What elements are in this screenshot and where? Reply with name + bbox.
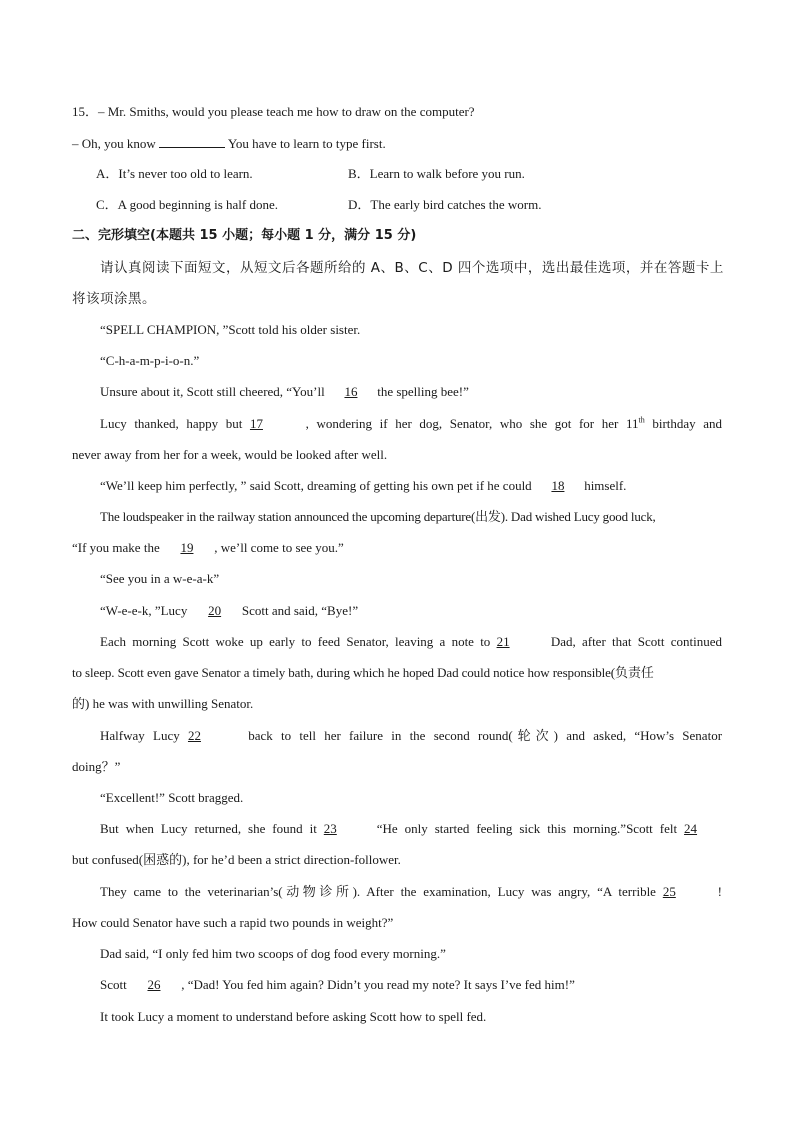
passage-text: Unsure about it, Scott still cheered, “You’ll [100,384,325,399]
passage-text: , we’ll come to see you.” [214,540,344,555]
passage-line: but confused(困惑的), for he’d been a strict direction-follower. [72,852,401,867]
ordinal-suffix: th [638,415,645,425]
blank-25: 25 [662,884,676,899]
option-b: B．Learn to walk before you run. [348,166,525,181]
passage-text: But when Lucy returned, she found it [100,821,317,836]
passage-text: the spelling bee!” [377,384,469,399]
passage-line [100,603,722,619]
passage-line [100,728,722,744]
passage-line: “C-h-a-m-p-i-o-n.” [100,353,200,368]
blank-22: 22 [187,728,201,743]
passage-text: back to tell her failure in the second round(轮次) and asked, “How’s Senator [248,728,723,743]
passage-text: himself. [584,478,627,493]
passage-text: Halfway Lucy [100,728,180,743]
section-heading: 二、完形填空(本题共 15 小题；每小题 1 分，满分 15 分) [72,228,417,243]
blank-26: 26 [147,977,161,992]
passage-line: The loudspeaker in the railway station announced the upcoming departure(出发). Dad wished Lucy good luck, [100,509,656,524]
passage-line: to sleep. Scott even gave Senator a timely bath, during which he hoped Dad could notice how responsible(负责任 [72,665,654,680]
passage-text: birthday and [652,416,723,431]
passage-text: “We’ll keep him perfectly, ” said Scott, dreaming of getting his own pet if he could [100,478,532,493]
passage-line: How could Senator have such a rapid two pounds in weight?” [72,915,394,930]
passage-line: 的) he was with unwilling Senator. [72,696,254,711]
blank-20: 20 [208,603,222,618]
passage-text: ! [717,884,723,899]
option-d: D．The early bird catches the worm. [348,197,542,212]
passage-line: “Excellent!” Scott bragged. [100,790,244,805]
instruction-line-1: 请认真阅读下面短文，从短文后各题所给的 A、B、C、D 四个选项中，选出最佳选项，并在答题卡上 [100,260,724,276]
passage-text: “He only started feeling sick this morning.”Scott felt [376,821,678,836]
passage-text: Scott [100,977,127,992]
question-15-reply [72,135,722,152]
passage-line: never away from her for a week, would be looked after well. [72,447,388,462]
question-15-stem: 15．– Mr. Smiths, would you please teach me how to draw on the computer? [72,104,475,119]
passage-text: Lucy thanked, happy but [100,416,243,431]
blank-24: 24 [684,821,698,836]
passage-text: , wondering if her dog, Senator, who she got for her 11 [305,416,639,431]
passage-text: , “Dad! You fed him again? Didn’t you read my note? It says I’ve fed him!” [181,977,575,992]
passage-text: “W-e-e-k, ”Lucy [100,603,188,618]
passage-line: It took Lucy a moment to understand before asking Scott how to spell fed. [100,1009,487,1024]
blank-23: 23 [323,821,337,836]
blank-18: 18 [551,478,565,493]
passage-line: doing？” [72,759,121,774]
reply-text-a: – Oh, you know [72,136,156,151]
passage-text: Dad, after that Scott continued [550,634,722,649]
reply-text-b: You have to learn to type first. [227,136,386,151]
passage-line [100,821,722,837]
passage-line [72,540,722,556]
passage-text: “If you make the [72,540,160,555]
passage-line: Dad said, “I only fed him two scoops of dog food every morning.” [100,946,446,961]
passage-text: They came to the veterinarian’s(动物诊所). After the examination, Lucy was angry, “A terrible [100,884,656,899]
answer-blank-line [159,135,225,148]
passage-line [100,416,722,432]
passage-line [100,634,722,650]
blank-19: 19 [180,540,194,555]
passage-line [100,384,722,400]
blank-21: 21 [496,634,510,649]
blank-17: 17 [249,416,263,431]
passage-line: “SPELL CHAMPION, ”Scott told his older sister. [100,322,361,337]
passage-line: “See you in a w-e-a-k” [100,571,220,586]
option-a: A．It’s never too old to learn. [96,166,253,181]
passage-line [100,884,722,900]
passage-text: Scott and said, “Bye!” [241,603,359,618]
blank-16: 16 [344,384,358,399]
passage-text: Each morning Scott woke up early to feed Senator, leaving a note to [100,634,491,649]
passage-line [100,478,722,494]
instruction-line-2: 将该项涂黑。 [72,291,156,307]
passage-line [100,977,722,993]
option-c: C．A good beginning is half done. [96,197,278,212]
